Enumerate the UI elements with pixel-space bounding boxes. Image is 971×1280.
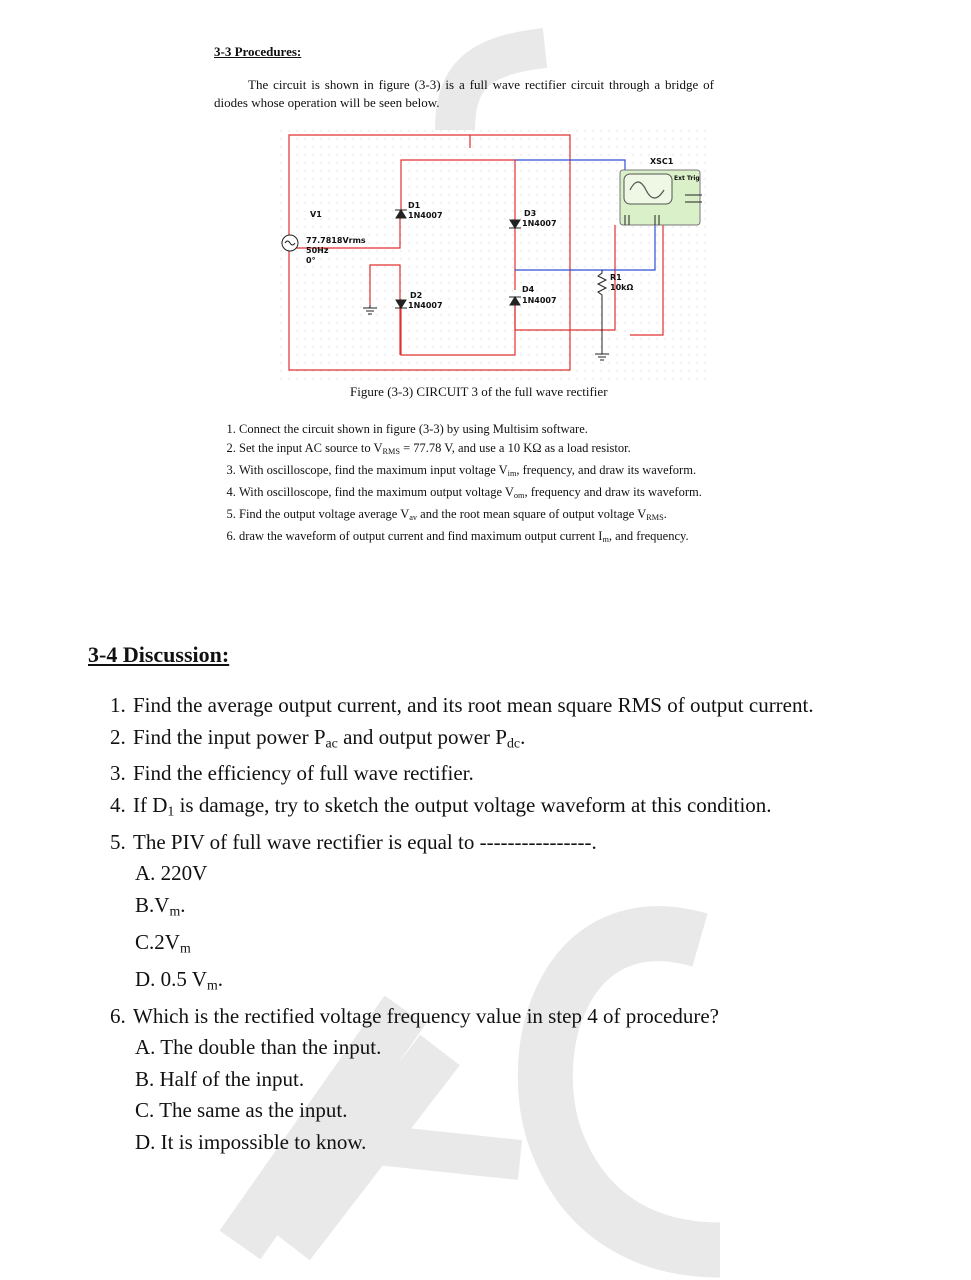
procedures-title: 3-3 Procedures: [214,44,302,59]
v1-voltage: 77.7818Vrms [306,236,366,245]
list-item: 4. With oscilloscope, find the maximum output voltage $V_{om}$, frequency and draw its waveform. [239,483,729,505]
v1-frequency: 50Hz [306,246,329,255]
d1-label: D1 [408,201,421,210]
list-item: 6. Which is the rectified voltage frequency value in step 4 of procedure? A. The double than the input. B. Half of the input. C. The same as the input. D. It is impossible to know. [131,1001,951,1159]
option-b: $B.V_m$. [135,892,186,919]
r1-label: R1 [610,273,622,282]
circuit-grid [280,130,710,380]
list-item: 2. Set the input AC source to $V_{RMS} = 77.78$ V, and use a 10 KΩ as a load resistor. [239,439,729,461]
discussion-questions [96,690,951,1158]
q5-options [133,858,951,1000]
option-b: B. Half of the input. [135,1066,305,1091]
procedure-steps [214,420,729,549]
option-d: D. 0.5 $V_m$. [135,966,223,993]
list-item: 5. Find the output voltage average $V_{av}$ and the root mean square of output voltage $V_{RMS}$. [239,505,729,527]
d4-label: D4 [522,285,535,294]
r1-value: 10kΩ [610,283,634,292]
list-item: 3. With oscilloscope, find the maximum input voltage $V_{im}$, frequency, and draw its waveform. [239,461,729,483]
d2-label: D2 [410,291,423,300]
d2-part: 1N4007 [408,301,443,310]
q6-options [133,1032,951,1158]
oscilloscope-screen [624,174,672,204]
v1-phase: 0° [306,256,316,265]
option-d: D. It is impossible to know. [135,1129,367,1154]
option-c: C. The same as the input. [135,1098,348,1123]
figure-caption: Figure (3-3) CIRCUIT 3 of the full wave rectifier [350,384,608,399]
list-item: 1. Find the average output current, and its root mean square RMS of output current. [131,690,951,722]
option-c: $C.2V_m$ [135,929,191,956]
list-item: 2. Find the input power $P_{ac}$ and output power $P_{dc}$. [131,722,951,759]
scope-label: XSC1 [650,157,674,166]
circuit-diagram [280,130,710,380]
discussion-title: 3-4 Discussion: [88,642,230,667]
list-item: 6. draw the waveform of output current and find maximum output current $I_m$, and frequency. [239,527,729,549]
option-a: A. 220V [135,861,208,886]
list-item: 4. If $D_1$ is damage, try to sketch the output voltage waveform at this condition. [131,790,951,827]
list-item: 1. Connect the circuit shown in figure (3-3) by using Multisim software. [239,420,729,439]
procedures-intro: The circuit is shown in figure (3-3) is a full wave rectifier circuit through a bridge of diodes whose operation will be seen below. [214,77,714,110]
d4-part: 1N4007 [522,296,557,305]
scope-ext-trig: Ext Trig [674,175,700,182]
option-a: A. The double than the input. [135,1035,382,1060]
d3-part: 1N4007 [522,219,557,228]
d1-part: 1N4007 [408,211,443,220]
list-item: 3. Find the efficiency of full wave rectifier. [131,758,951,790]
v1-label: V1 [310,210,322,219]
list-item: 5. The PIV of full wave rectifier is equal to ----------------. A. 220V $B.V_m$. $C.2V_m$ D. 0.5 $V_m$. [131,827,951,1001]
d3-label: D3 [524,209,537,218]
